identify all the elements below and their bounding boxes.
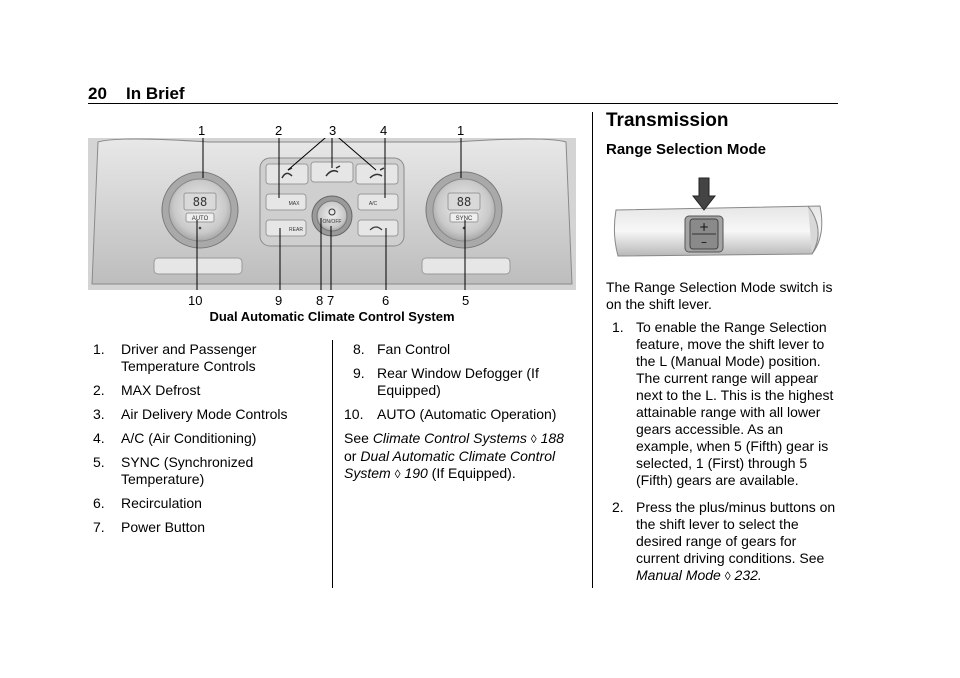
subsection-heading: Range Selection Mode	[606, 141, 767, 158]
link-climate-control-systems[interactable]: Climate Control Systems	[372, 430, 527, 446]
section-title: In Brief	[126, 84, 185, 103]
callout-label: 5	[462, 293, 470, 308]
callout-label: 9	[275, 293, 283, 308]
page-ref[interactable]: 188	[540, 430, 564, 446]
callout-label: 1	[198, 123, 206, 138]
page-header	[88, 84, 185, 104]
callout-label: 4	[380, 123, 388, 138]
list-item: 2. MAX Defrost	[93, 382, 201, 398]
arrow-down-icon	[693, 178, 715, 210]
callout-label: 8	[316, 293, 324, 308]
callout-label: 7	[327, 293, 335, 308]
callout-label: 2	[275, 123, 283, 138]
page-ref-icon: ◊	[724, 569, 731, 583]
list-item: 3. Air Delivery Mode Controls	[93, 406, 288, 422]
page-ref[interactable]: 232.	[734, 567, 762, 583]
list-item: 1. To enable the Range Selection feature, move the shift lever to the L (Manual Mode) position. The current range will appear next to the L. This is the highest attainable range with all lower gears accessible. As an example, when 5 (Fifth) gear is selected, 1 (First) through 5 (Fifth) gears are available.	[612, 319, 834, 488]
list-item: 7. Power Button	[93, 519, 206, 535]
list-item: 6. Recirculation	[93, 495, 202, 511]
callout-label: 10	[188, 293, 203, 308]
sync-button-label: SYNC	[455, 216, 473, 222]
page-ref-icon: ◊	[394, 467, 401, 481]
shift-lever-illustration	[612, 176, 834, 262]
left-temp-display: 88	[192, 195, 208, 209]
callout-label: 6	[382, 293, 390, 308]
list-item: 5. SYNC (Synchronized Temperature)	[93, 454, 254, 487]
list-item: 9. Rear Window Defogger (If Equipped)	[353, 365, 539, 398]
callout-label: 1	[457, 123, 465, 138]
see-also: See Climate Control Systems ◊ 188 or Dual Automatic Climate Control System ◊ 190 (If Equipped).	[344, 430, 564, 481]
list-item: 10. AUTO (Automatic Operation)	[344, 406, 557, 422]
intro-paragraph: The Range Selection Mode switch is on the shift lever.	[606, 279, 833, 312]
legend-list-left	[93, 341, 323, 543]
page-ref-icon: ◊	[530, 432, 537, 446]
list-item: 1. Driver and Passenger Temperature Controls	[93, 341, 257, 374]
column-divider	[592, 112, 593, 588]
max-button-label: MAX	[288, 201, 300, 207]
list-item: 2. Press the plus/minus buttons on the shift lever to select the desired range of gears for current driving conditions. See Manual Mode ◊ 232.	[612, 499, 836, 583]
rear-button-label: REAR	[289, 227, 303, 233]
auto-button-label: AUTO	[191, 216, 209, 222]
list-item: 4. A/C (Air Conditioning)	[93, 430, 257, 446]
callout-label: 3	[329, 123, 337, 138]
minus-button: –	[701, 235, 707, 249]
legend-list-mid	[344, 341, 580, 483]
column-divider	[332, 340, 333, 588]
list-item: 8. Fan Control	[353, 341, 451, 357]
header-rule	[88, 103, 838, 104]
figure-caption: Dual Automatic Climate Control System	[209, 309, 455, 324]
link-dual-automatic-climate-control[interactable]: Dual Automatic Climate Control System	[344, 448, 556, 481]
page-number: 20	[88, 84, 107, 103]
link-manual-mode[interactable]: Manual Mode	[636, 567, 721, 583]
page-ref[interactable]: 190	[404, 465, 428, 481]
steps-list	[612, 319, 838, 595]
climate-control-illustration	[88, 138, 576, 290]
plus-button: +	[698, 220, 710, 234]
power-button-label: ON/OFF	[322, 219, 342, 225]
ac-button-label: A/C	[368, 201, 378, 207]
section-heading: Transmission	[606, 110, 729, 131]
right-temp-display: 88	[456, 195, 472, 209]
